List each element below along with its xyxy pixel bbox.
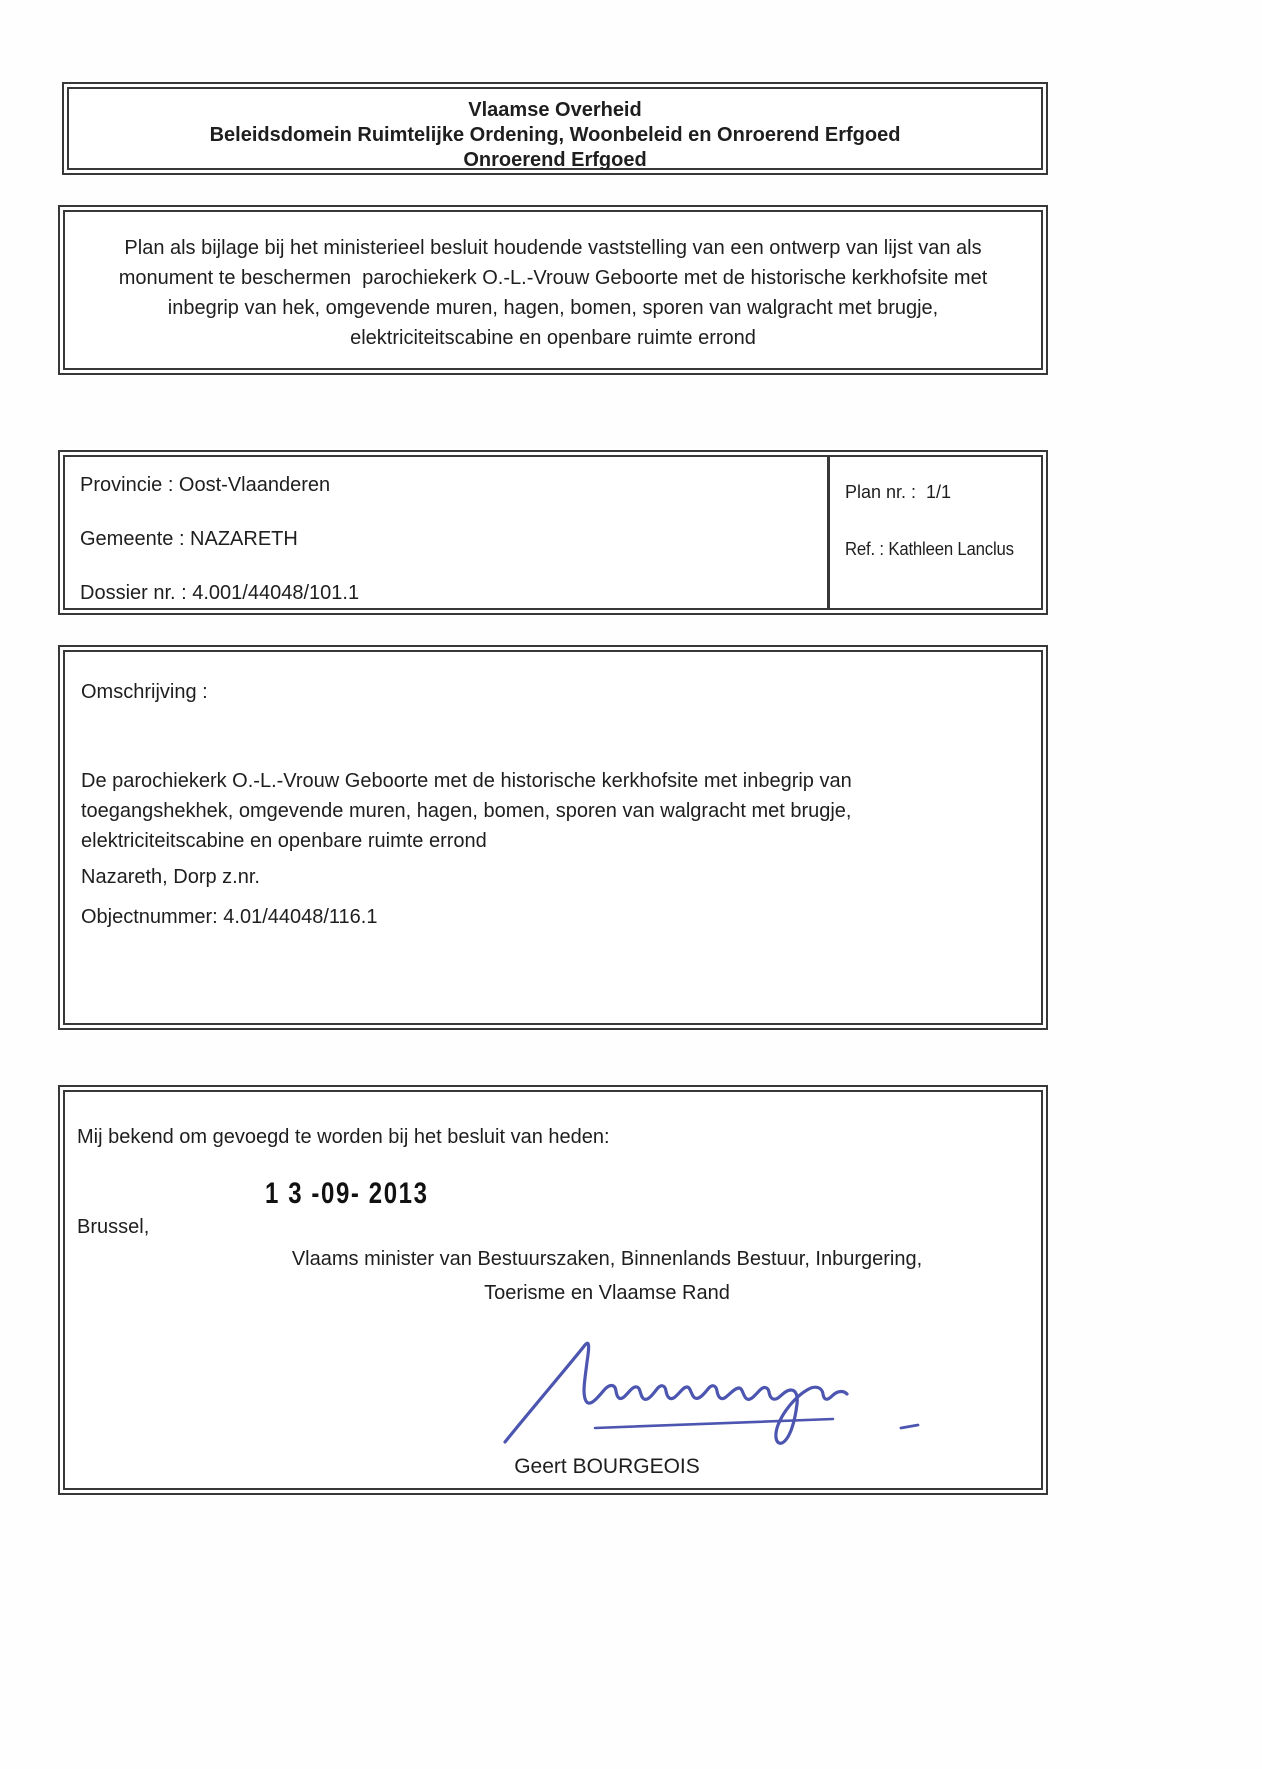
minister-title-line: Toerisme en Vlaamse Rand bbox=[484, 1282, 730, 1304]
place-line: Brussel, bbox=[77, 1216, 150, 1238]
info-right-column bbox=[827, 457, 1041, 608]
header-line-policy-domain: Beleidsdomein Ruimtelijke Ordening, Woonbeleid en Onroerend Erfgoed bbox=[209, 124, 901, 146]
plan-title-line: elektriciteitscabine en openbare ruimte errond bbox=[350, 327, 756, 349]
plan-title-line: inbegrip van hek, omgevende muren, hagen, bomen, sporen van walgracht met brugje, bbox=[167, 297, 939, 319]
minister-title-line: Vlaams minister van Bestuurszaken, Binnenlands Bestuur, Inburgering, bbox=[291, 1248, 923, 1270]
plan-title-line: monument te beschermen parochiekerk O.-L.-Vrouw Geboorte met de historische kerkhofsite met bbox=[118, 267, 988, 289]
approval-box-content bbox=[65, 1092, 1041, 1488]
plan-number-field: Plan nr. : 1/1 bbox=[845, 482, 952, 502]
plan-title-box bbox=[58, 205, 1048, 375]
description-paragraph bbox=[81, 766, 1023, 856]
signer-name: Geert BOURGEOIS bbox=[514, 1455, 700, 1478]
plan-title-line: Plan als bijlage bij het ministerieel besluit houdende vaststelling van een ontwerp van lijst van als bbox=[124, 237, 982, 259]
approval-intro-line: Mij bekend om gevoegd te worden bij het besluit van heden: bbox=[77, 1126, 610, 1148]
info-left-column bbox=[65, 457, 827, 608]
province-field: Provincie : Oost-Vlaanderen bbox=[80, 474, 331, 496]
header-line-agency: Onroerend Erfgoed bbox=[463, 149, 647, 171]
description-line: toegangshekhek, omgevende muren, hagen, bomen, sporen van walgracht met brugje, bbox=[81, 800, 852, 822]
description-box bbox=[58, 645, 1048, 1030]
header-box bbox=[62, 82, 1048, 175]
approval-box bbox=[58, 1085, 1048, 1495]
minister-title bbox=[177, 1242, 1037, 1310]
address-line: Nazareth, Dorp z.nr. bbox=[81, 866, 260, 888]
dossier-number-field: Dossier nr. : 4.001/44048/101.1 bbox=[80, 582, 360, 604]
description-line: De parochiekerk O.-L.-Vrouw Geboorte met de historische kerkhofsite met inbegrip van bbox=[81, 770, 852, 792]
date-stamp: 1 3 -09- 2013 bbox=[265, 1177, 429, 1210]
description-label: Omschrijving : bbox=[81, 681, 208, 703]
municipality-field: Gemeente : NAZARETH bbox=[80, 528, 298, 550]
reference-field bbox=[845, 539, 1041, 560]
info-box bbox=[58, 450, 1048, 615]
signature-image bbox=[485, 1324, 937, 1464]
header-line-government: Vlaamse Overheid bbox=[468, 99, 642, 121]
reference-value: Ref. : Kathleen Lanclus bbox=[845, 539, 1014, 559]
description-line: elektriciteitscabine en openbare ruimte errond bbox=[81, 830, 487, 852]
object-number-line: Objectnummer: 4.01/44048/116.1 bbox=[81, 906, 378, 928]
